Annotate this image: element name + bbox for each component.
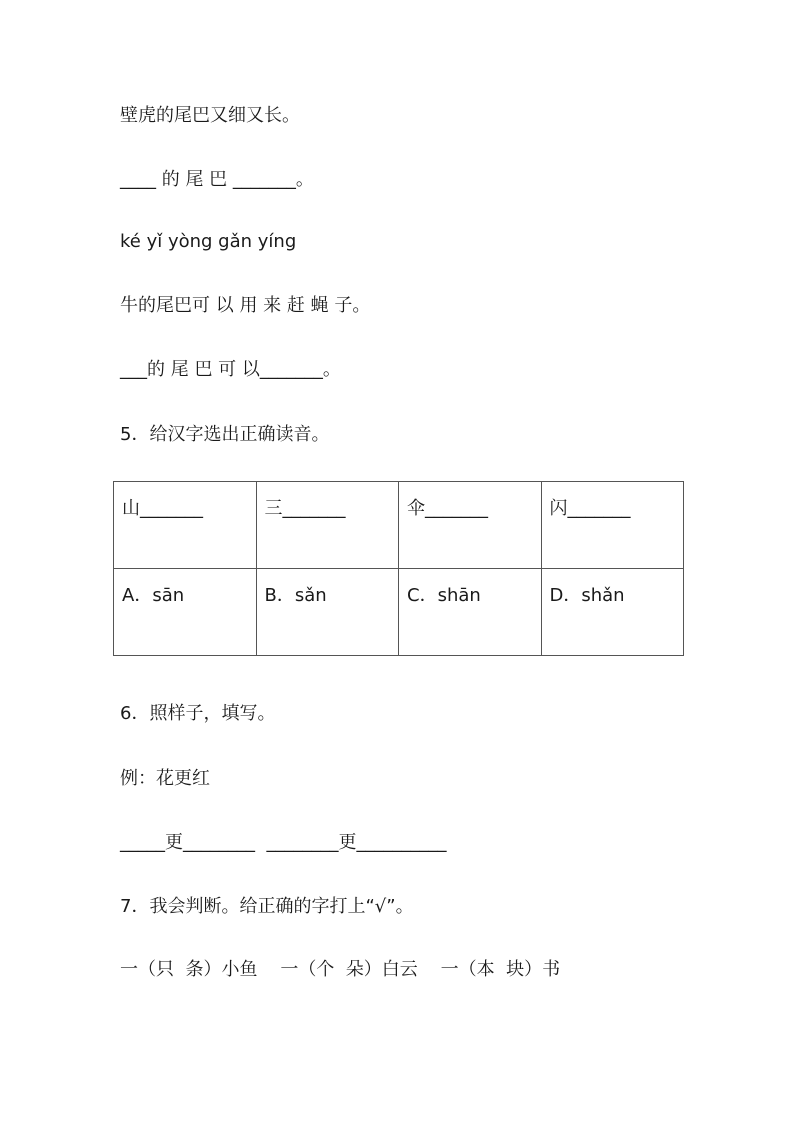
sentence-gecko-tail: 壁虎的尾巴又细又长。 — [120, 105, 300, 126]
question-6-title: 6．照样子，填写。 — [120, 703, 276, 724]
pronunciation-table — [113, 481, 684, 656]
table-cell-char[interactable]: 闪_______ — [541, 482, 684, 569]
question-7-title: 7．我会判断。给正确的字打上“√”。 — [120, 896, 414, 917]
table-cell-char[interactable]: 伞_______ — [399, 482, 542, 569]
table-cell-char[interactable]: 三_______ — [256, 482, 399, 569]
table-cell-option: D．shǎn — [541, 569, 684, 656]
example-line: 例：花更红 — [120, 768, 210, 789]
table-cell-option: A．sān — [114, 569, 257, 656]
fill-blank-more: _____更________ ________更__________ — [120, 832, 447, 853]
measure-word-choices: 一（只 条）小鱼 一（个 朵）白云 一（本 块）书 — [120, 959, 561, 980]
table-row — [114, 482, 684, 569]
fill-blank-tail-2: ___的 尾 巴 可 以_______。 — [120, 359, 341, 380]
sentence-cow-tail: 牛的尾巴可 以 用 来 赶 蝇 子。 — [120, 295, 371, 316]
table-cell-option: B．sǎn — [256, 569, 399, 656]
pinyin-line: ké yǐ yòng gǎn yíng — [120, 231, 297, 252]
table-cell-option: C．shān — [399, 569, 542, 656]
fill-blank-tail-1: ____ 的 尾 巴 _______。 — [120, 169, 314, 190]
table-row — [114, 569, 684, 656]
table-cell-char[interactable]: 山_______ — [114, 482, 257, 569]
question-5-title: 5．给汉字选出正确读音。 — [120, 424, 330, 445]
